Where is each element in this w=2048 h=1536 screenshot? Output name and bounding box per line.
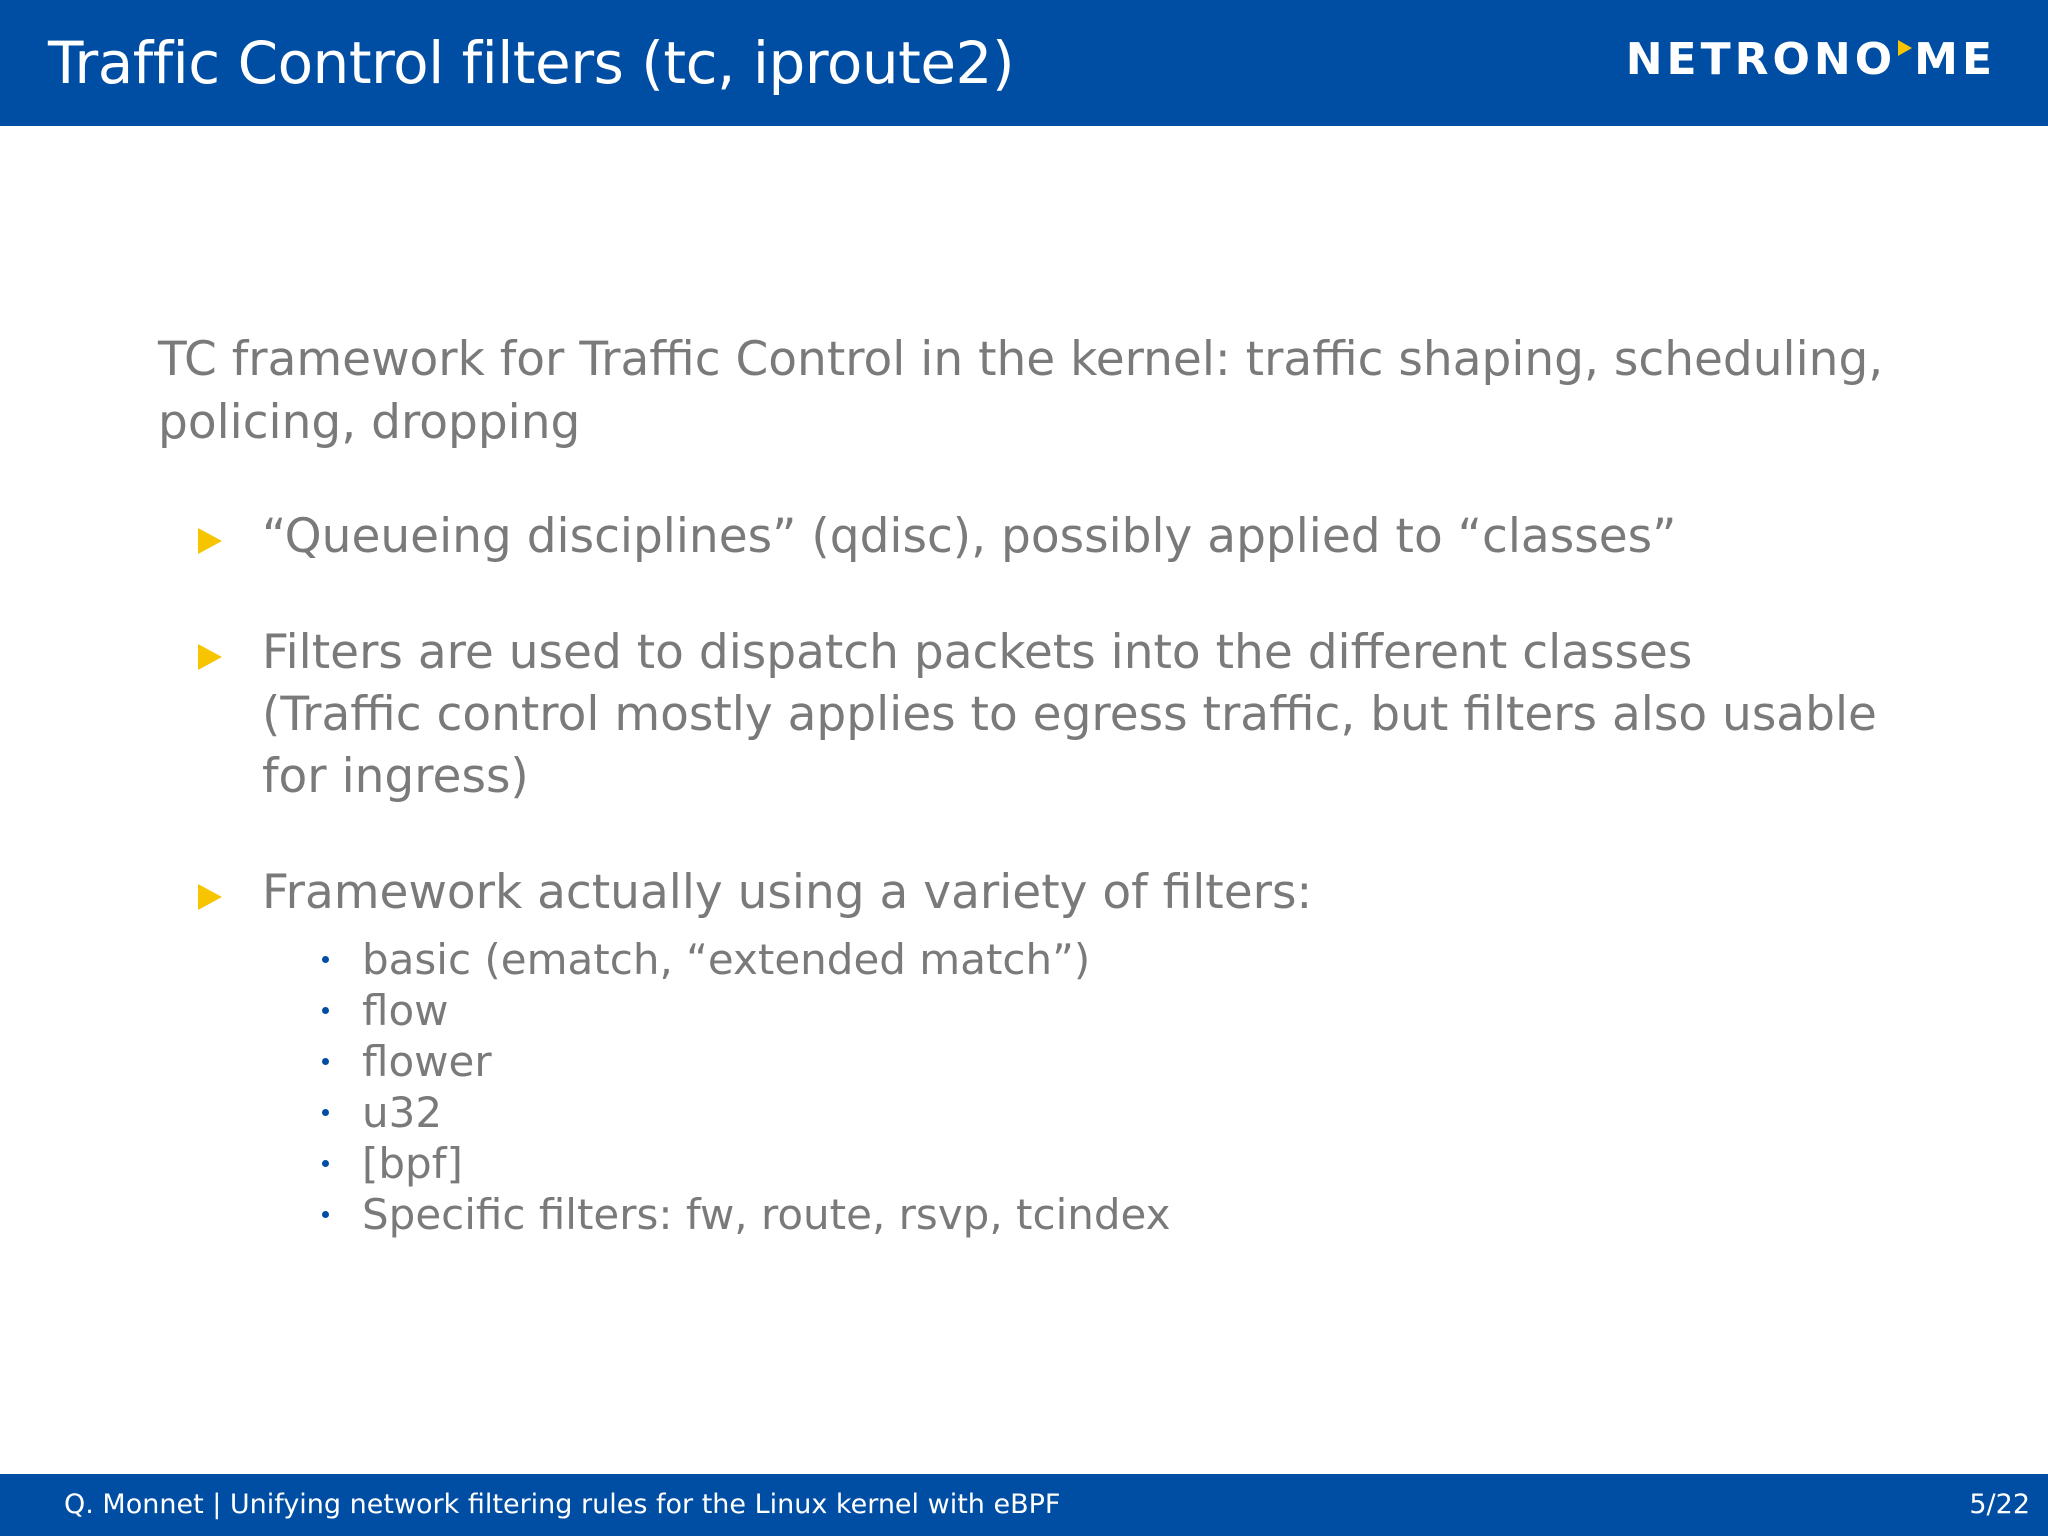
bullet-arrow-icon — [198, 884, 222, 910]
intro-line-1: TC framework for Traffic Control in the kernel: traffic shaping, scheduling, — [158, 332, 1884, 387]
bullet-arrow-icon — [198, 528, 222, 554]
logo-text-part1: NETRON — [1625, 34, 1855, 85]
sublist-item: [bpf] — [322, 1138, 1858, 1189]
sublist-item: Specific filters: fw, route, rsvp, tcindex — [322, 1189, 1858, 1240]
bullet-arrow-icon — [198, 644, 222, 670]
intro-paragraph — [158, 328, 1884, 454]
filter-sublist — [262, 934, 1858, 1240]
bullet-dot-icon — [322, 1160, 329, 1167]
bullet-dot-icon — [322, 956, 329, 963]
page-number: 5/22 — [1969, 1489, 2030, 1520]
bullet-item-qdisc — [158, 506, 1858, 568]
logo-o-glyph: O — [1854, 34, 1897, 85]
bullet-line: “Queueing disciplines” (qdisc), possibly applied to “classes” — [262, 509, 1677, 564]
sublist-item: u32 — [322, 1087, 1858, 1138]
bullet-line: (Traffic control mostly applies to egress traffic, but filters also usable — [262, 687, 1877, 742]
bullet-item-framework — [158, 862, 1858, 1240]
sublist-item: flow — [322, 985, 1858, 1036]
bullet-line: Framework actually using a variety of filters: — [262, 865, 1313, 920]
slide-title: Traffic Control filters (tc, iproute2) — [48, 29, 1015, 97]
bullet-line: for ingress) — [262, 749, 529, 804]
bullet-list — [158, 506, 1877, 1240]
sublist-item: basic (ematch, “extended match”) — [322, 934, 1858, 985]
intro-line-2: policing, dropping — [158, 395, 581, 450]
bullet-item-filters — [158, 622, 1877, 808]
bullet-dot-icon — [322, 1007, 329, 1014]
header-bar — [0, 0, 2048, 126]
bullet-dot-icon — [322, 1109, 329, 1116]
logo-text-part2: ME — [1914, 34, 1996, 85]
netronome-logo — [1625, 34, 1996, 85]
footer-citation: Q. Monnet | Unifying network filtering rules for the Linux kernel with eBPF — [64, 1489, 1061, 1520]
sublist-item: flower — [322, 1036, 1858, 1087]
bullet-dot-icon — [322, 1211, 329, 1218]
bullet-dot-icon — [322, 1058, 329, 1065]
bullet-line: Filters are used to dispatch packets into the different classes — [262, 625, 1693, 680]
slide-content — [158, 328, 1884, 1294]
footer-bar — [0, 1474, 2048, 1536]
logo-play-icon — [1898, 40, 1912, 56]
